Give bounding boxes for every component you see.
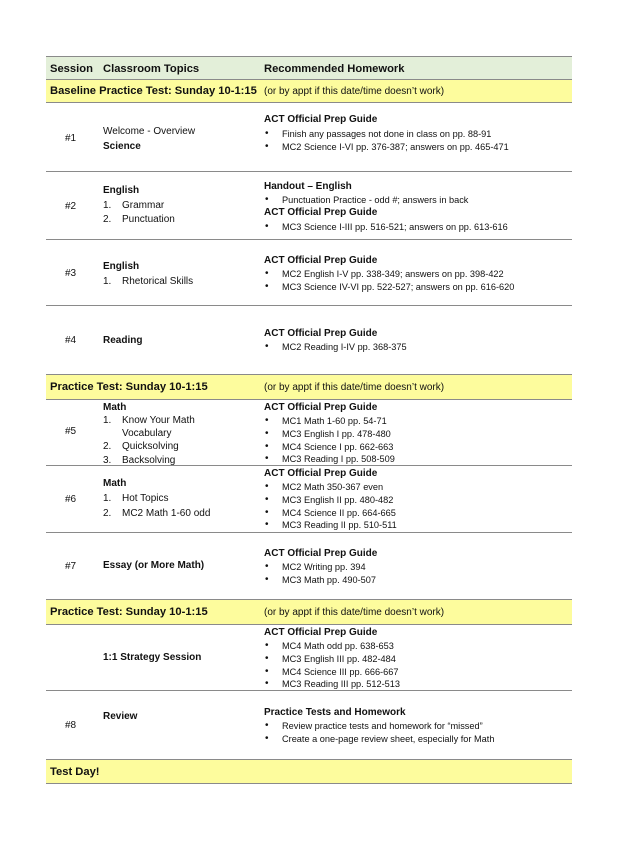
list-item: 2. Punctuation xyxy=(103,213,175,225)
hw-heading: ACT Official Prep Guide xyxy=(264,207,378,218)
hw-list xyxy=(264,221,508,234)
hw-heading: ACT Official Prep Guide xyxy=(264,627,378,638)
list-item: 2. Quicksolving xyxy=(103,441,179,453)
session-number: #6 xyxy=(65,494,77,505)
session-number: #3 xyxy=(65,268,77,279)
table-header xyxy=(46,56,572,80)
hw-list xyxy=(264,720,494,746)
list-item: • MC3 Science I-III pp. 516-521; answers on pp. 613-616 xyxy=(264,221,508,234)
hw-list xyxy=(264,194,468,207)
hw-heading: Handout – English xyxy=(264,181,352,192)
list-item: • MC4 Science II pp. 664-665 xyxy=(264,507,397,520)
hw-list xyxy=(264,561,376,587)
strategy-session-row xyxy=(46,625,572,691)
session-number: #2 xyxy=(65,201,77,212)
session-row-8 xyxy=(46,691,572,760)
hw-list xyxy=(264,481,397,532)
list-item: 1. Hot Topics xyxy=(103,493,169,504)
hw-heading: ACT Official Prep Guide xyxy=(264,548,378,559)
list-item: 1. Know Your Math xyxy=(103,415,195,426)
list-item: • MC2 Math 350-367 even xyxy=(264,481,397,494)
band-note: (or by appt if this date/time doesn’t work) xyxy=(264,382,445,393)
topic-title: Review xyxy=(103,711,138,722)
topic-list xyxy=(103,414,195,467)
list-item: • Finish any passages not done in class on pp. 88-91 xyxy=(264,128,509,141)
list-item: • MC3 Reading II pp. 510-511 xyxy=(264,519,397,532)
session-row-2 xyxy=(46,172,572,240)
session-number: #5 xyxy=(65,426,77,437)
list-item: • MC2 English I-V pp. 338-349; answers on pp. 398-422 xyxy=(264,268,514,281)
session-row-1 xyxy=(46,103,572,172)
practice-test-band xyxy=(46,375,572,400)
list-item-continuation: Vocabulary xyxy=(122,428,172,440)
hw-heading: Practice Tests and Homework xyxy=(264,707,406,718)
session-row-3 xyxy=(46,240,572,306)
topic-title: Essay (or More Math) xyxy=(103,560,205,571)
list-item: • MC3 English I pp. 478-480 xyxy=(264,428,395,441)
list-item: • Review practice tests and homework for “missed” xyxy=(264,720,494,733)
session-row-5 xyxy=(46,400,572,466)
band-title: Test Day! xyxy=(50,766,100,778)
list-item: • MC2 Writing pp. 394 xyxy=(264,561,376,574)
topic-line: Welcome - Overview xyxy=(103,126,196,137)
list-item: • MC1 Math 1-60 pp. 54-71 xyxy=(264,415,395,428)
session-number: #4 xyxy=(65,335,77,346)
band-title: Practice Test: Sunday 10-1:15 xyxy=(50,606,208,618)
topic-title: 1:1 Strategy Session xyxy=(103,652,202,663)
test-day-band xyxy=(46,760,572,784)
list-item: 2. MC2 Math 1-60 odd xyxy=(103,508,211,519)
list-item: • MC2 Reading I-IV pp. 368-375 xyxy=(264,341,407,354)
topic-list xyxy=(103,491,210,521)
band-note: (or by appt if this date/time doesn’t work) xyxy=(264,607,445,618)
list-item: • MC4 Science I pp. 662-663 xyxy=(264,441,395,454)
list-item: • Punctuation Practice - odd #; answers in back xyxy=(264,194,468,207)
topic-list xyxy=(103,199,175,226)
topic-title: English xyxy=(103,261,140,272)
list-item: • MC3 Reading III pp. 512-513 xyxy=(264,678,400,691)
schedule-table xyxy=(46,56,572,784)
hw-heading: ACT Official Prep Guide xyxy=(264,328,378,339)
hw-heading: ACT Official Prep Guide xyxy=(264,114,378,125)
list-item: • Create a one-page review sheet, especially for Math xyxy=(264,733,494,746)
list-item: • MC3 Math pp. 490-507 xyxy=(264,574,376,587)
header-session: Session xyxy=(50,63,93,75)
practice-test-band xyxy=(46,600,572,625)
list-item: • MC3 English II pp. 480-482 xyxy=(264,494,397,507)
header-topics: Classroom Topics xyxy=(103,63,200,75)
hw-heading: ACT Official Prep Guide xyxy=(264,468,378,479)
topic-title: Reading xyxy=(103,335,143,346)
hw-list xyxy=(264,640,400,691)
list-item: • MC3 English III pp. 482-484 xyxy=(264,653,400,666)
list-item: 1. Rhetorical Skills xyxy=(103,276,194,287)
list-item: • MC2 Science I-VI pp. 376-387; answers on pp. 465-471 xyxy=(264,141,509,154)
session-row-4 xyxy=(46,306,572,375)
topic-title: Math xyxy=(103,478,127,489)
list-item: • MC4 Math odd pp. 638-653 xyxy=(264,640,400,653)
topic-title: English xyxy=(103,185,140,196)
hw-list xyxy=(264,341,407,354)
list-item: 1. Grammar xyxy=(103,200,165,211)
topic-title: Science xyxy=(103,141,141,152)
hw-heading: ACT Official Prep Guide xyxy=(264,402,378,413)
hw-heading: ACT Official Prep Guide xyxy=(264,255,378,266)
hw-list xyxy=(264,415,395,466)
list-item: • MC3 Reading I pp. 508-509 xyxy=(264,453,395,466)
list-item: 3. Backsolving xyxy=(103,454,176,466)
band-title: Practice Test: Sunday 10-1:15 xyxy=(50,381,208,393)
session-row-6 xyxy=(46,466,572,533)
session-number: #8 xyxy=(65,720,77,731)
topic-title: Math xyxy=(103,402,127,413)
hw-list xyxy=(264,128,509,154)
list-item: • MC3 Science IV-VI pp. 522-527; answers on pp. 616-620 xyxy=(264,281,514,294)
band-note: (or by appt if this date/time doesn’t work) xyxy=(264,86,445,97)
session-number: #7 xyxy=(65,561,77,572)
header-homework: Recommended Homework xyxy=(264,63,405,75)
baseline-test-band xyxy=(46,80,572,103)
list-item: • MC4 Science III pp. 666-667 xyxy=(264,666,400,679)
session-number: #1 xyxy=(65,133,77,144)
band-title: Baseline Practice Test: Sunday 10-1:15 xyxy=(50,85,257,97)
session-row-7 xyxy=(46,533,572,600)
topic-list xyxy=(103,275,193,289)
hw-list xyxy=(264,268,514,294)
